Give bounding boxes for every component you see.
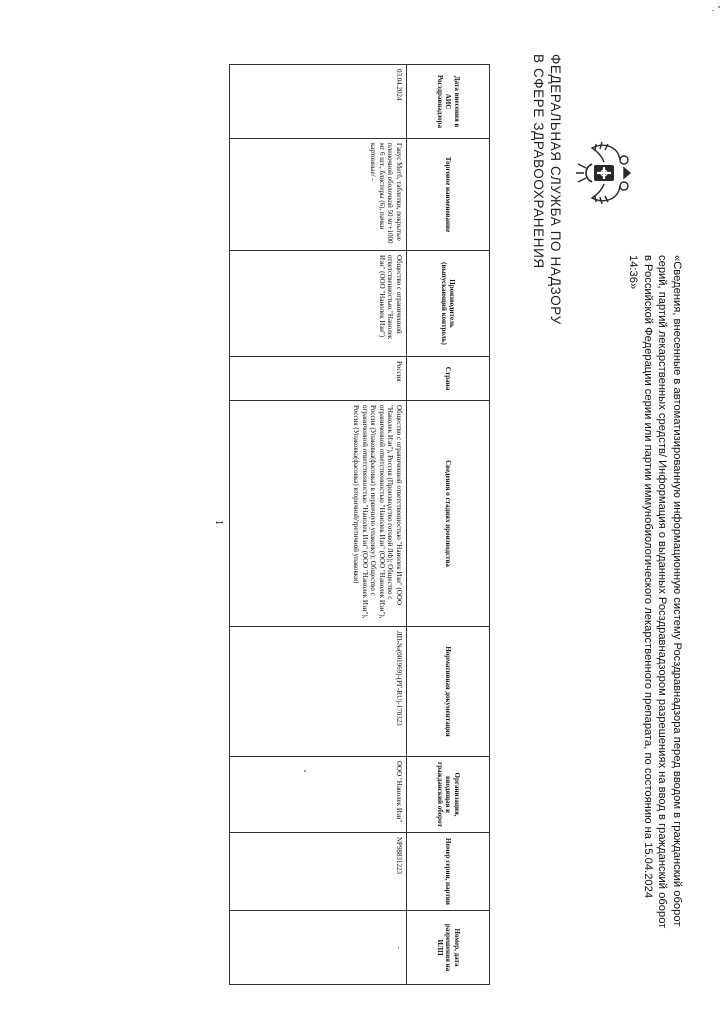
scan-speck	[304, 770, 306, 772]
cell-date: 03.04.2024	[230, 65, 407, 139]
column-header-production-stages: Сведения о стадиях производства	[407, 401, 490, 627]
column-header-permit: Номер, дата разрешения на ИЛП	[407, 911, 490, 985]
double-headed-eagle-emblem-icon	[572, 138, 638, 208]
column-header-regulatory-docs: Нормативная документация	[407, 627, 490, 757]
cell-distributor: ООО "Нанолек Изи"	[230, 757, 407, 833]
table-header-row	[407, 65, 490, 985]
agency-line-1: ФЕДЕРАЛЬНАЯ СЛУЖБА ПО НАДЗОРУ	[548, 54, 563, 325]
column-header-country: Страна	[407, 357, 490, 401]
page-number: 1	[213, 520, 224, 525]
cell-production-stages: Общество с ограниченной ответственностью "Нанолек Изи" (ООО "Нанолек Изи"), Россия (Производство готовой ЛФ); Общество с ограниченной ответственностью "Нанолек Изи" (ООО "Нанолек Изи"), Россия (Упаковка(фасовка) в первичную упаковку); Общество с ограниченной ответственностью "Нанолек Изи" (ООО "Нанолек Изи"), Россия (Упаковка(фасовка) вторичной/третичной упаковки)	[230, 401, 407, 627]
document-title: «Сведения, внесенные в автоматизированную информационную систему Росздравнадзора перед вводом в гражданский оборот серий, партий лекарственных средств/ Информация о выданных Росздравнадзором разрешениях на ввод в гражданский оборот в Российской Федерации серии или партии иммунобиологического лекарственного препарата, по состоянию на 15.04.2024 14:36»	[627, 255, 683, 929]
table-row	[230, 65, 407, 985]
agency-name	[530, 54, 564, 325]
registry-table	[229, 64, 490, 985]
cell-batch-number: NP98831223	[230, 833, 407, 911]
column-header-batch-number: Номер серии, партии	[407, 833, 490, 911]
cell-manufacturer: Общество с ограниченной ответственностью "Нанолек Изи" (ООО "Нанолек Изи")	[230, 251, 407, 357]
column-header-trade-name: Торговое наименование	[407, 139, 490, 251]
cell-trade-name: Ганус Мегб, таблетки, покрытые пленочной оболочкой 50 мг+1000 мг 6 шт., блистеры (6), пачки картонные/ -	[230, 139, 407, 251]
scan-speck	[718, 6, 720, 8]
cell-permit: -	[230, 911, 407, 985]
column-header-date: Дата внесения в АИС Росздравнадзора	[407, 65, 490, 139]
column-header-distributor: Организация, вводящая в гражданский оборот	[407, 757, 490, 833]
agency-line-2: В СФЕРЕ ЗДРАВООХРАНЕНИЯ	[531, 54, 546, 269]
cell-regulatory-docs: ЛП-№(001969)-(РГ-RU)-170323	[230, 627, 407, 757]
scan-speck	[712, 10, 714, 11]
column-header-manufacturer: Производитель (выпускающий контроль)	[407, 251, 490, 357]
cell-country: Россия	[230, 357, 407, 401]
